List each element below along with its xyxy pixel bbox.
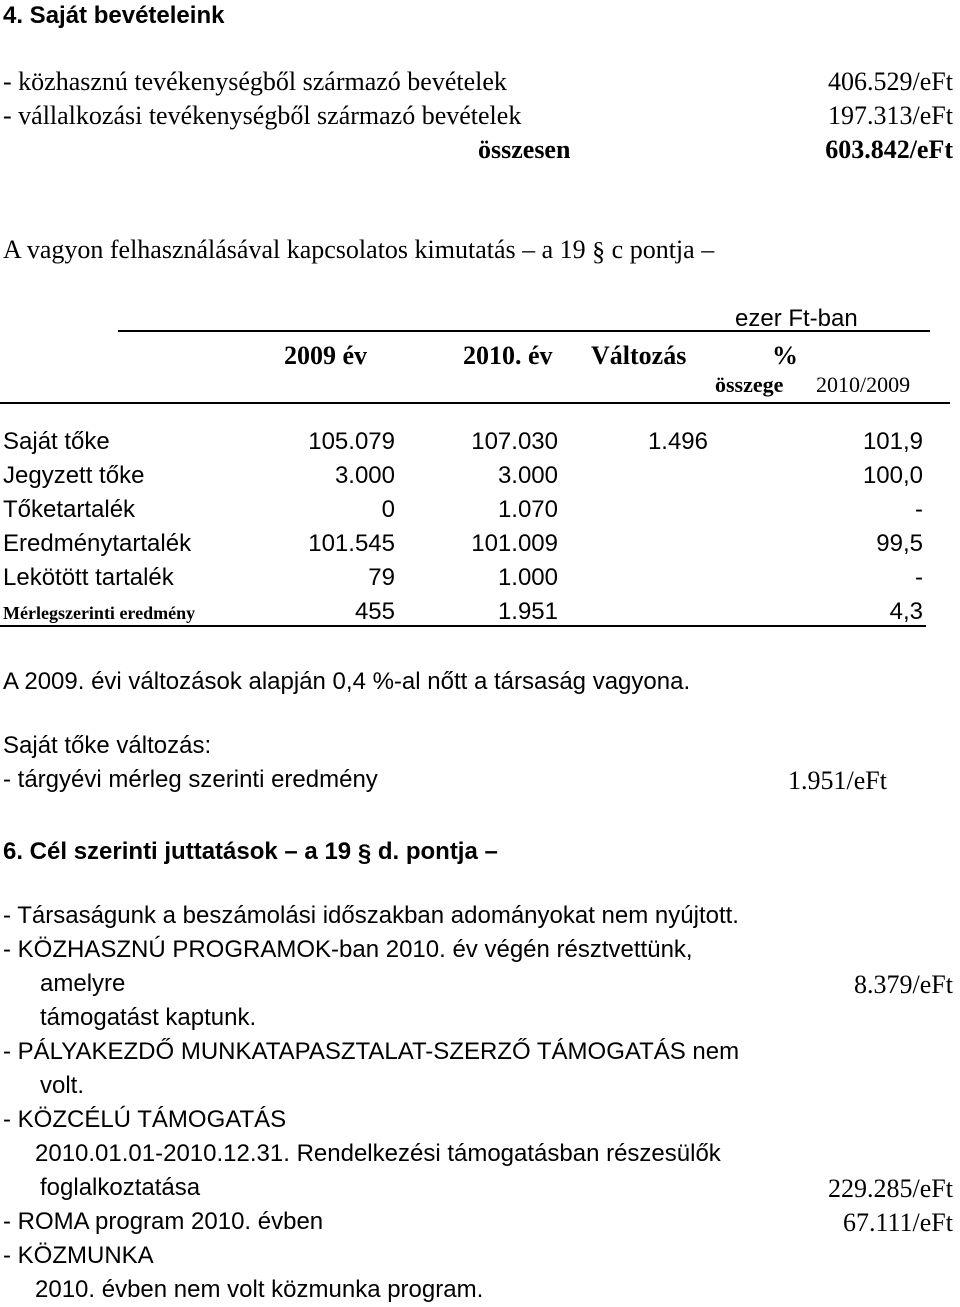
table-cell-2009: 455 [354,598,395,625]
table-cell-2010: 3.000 [497,462,558,489]
list-item-continuation: foglalkoztatása [40,1174,201,1201]
equity-change-value: 1.951/eFt [788,766,887,795]
income-row-label: - közhasznú tevékenységből származó bevételek [3,67,507,96]
col-subheader-pct: 2010/2009 [816,372,911,397]
table-cell-pct: 101,9 [862,428,923,455]
table-row-label: Tőketartalék [3,496,136,523]
income-row-value: 406.529/eFt [828,67,953,96]
table-cell-pct: 4,3 [889,598,923,625]
table-row-label: Mérlegszerinti eredmény [3,603,196,623]
table-cell-2010: 101.009 [471,530,558,557]
table-cell-pct: - [915,564,923,591]
equity-change-title: Saját tőke változás: [3,732,212,759]
list-item: - PÁLYAKEZDŐ MUNKATAPASZTALAT-SZERZŐ TÁMOGATÁS nem [3,1038,740,1065]
income-row-label: - vállalkozási tevékenységből származó bevételek [3,101,522,130]
table-row-label: Saját tőke [3,428,110,455]
table-cell-2009: 3.000 [334,462,395,489]
table-cell-2009: 101.545 [308,530,395,557]
list-item: - KÖZMUNKA [3,1242,154,1269]
income-row-value: 197.313/eFt [828,101,953,130]
list-item: - ROMA program 2010. évben [3,1208,324,1235]
table-cell-change: 1.496 [647,428,708,455]
table-cell-2010: 1.070 [497,496,558,523]
table-row-label: Lekötött tartalék [3,564,174,591]
col-header-pct: % [772,341,798,370]
table-bottom-rule [0,625,926,627]
col-subheader-change: összege [715,372,784,397]
list-item-continuation: támogatást kaptunk. [40,1004,257,1031]
paragraph-sign-icon: § [357,840,372,867]
col-header-change: Változás [591,341,687,370]
table-top-rule [0,402,950,404]
col-header-2010: 2010. év [463,341,553,370]
list-item: - KÖZHASZNÚ PROGRAMOK-ban 2010. év végén résztvettünk, [3,936,693,963]
table-cell-pct: 99,5 [876,530,923,557]
table-cell-2010: 1.951 [497,598,558,625]
list-item: - Társaságunk a beszámolási időszakban adományokat nem nyújtott. [3,902,739,929]
table-cell-pct: 100,0 [862,462,923,489]
equity-change-label: - tárgyévi mérleg szerinti eredmény [3,766,378,793]
table-cell-pct: - [915,496,923,523]
asset-heading: A vagyon felhasználásával kapcsolatos kimutatás – a 19 § c pontja – [3,235,715,266]
list-item-continuation: 2010. évben nem volt közmunka program. [35,1276,484,1303]
table-cell-2009: 105.079 [308,428,395,455]
list-item-continuation: 2010.01.01-2010.12.31. Rendelkezési támogatásban részesülők [35,1140,721,1167]
table-cell-2010: 1.000 [497,564,558,591]
list-item-value: 8.379/eFt [854,970,953,999]
table-cell-2010: 107.030 [471,428,558,455]
list-item-value: 67.111/eFt [842,1208,953,1237]
income-total-label: összesen [478,135,571,164]
table-row-label: Eredménytartalék [3,530,192,557]
income-total-value: 603.842/eFt [825,135,953,164]
list-item-continuation: volt. [40,1072,85,1099]
section-4-title: 4. Saját bevételeink [3,2,225,29]
list-item-continuation: amelyre [40,970,126,997]
paragraph-sign-icon: § [592,237,606,266]
section-6-title: 6. Cél szerinti juttatások – a 19 § d. pontja – [3,838,498,867]
table-row-label: Jegyzett tőke [3,462,145,489]
table-cell-2009: 79 [368,564,395,591]
table-cell-2009: 0 [381,496,395,523]
col-header-2009: 2009 év [284,341,368,370]
asset-note: A 2009. évi változások alapján 0,4 %-al nőtt a társaság vagyona. [3,668,691,695]
list-item-value: 229.285/eFt [828,1174,953,1203]
unit-label: ezer Ft-ban [735,305,858,332]
list-item: - KÖZCÉLÚ TÁMOGATÁS [3,1106,287,1133]
